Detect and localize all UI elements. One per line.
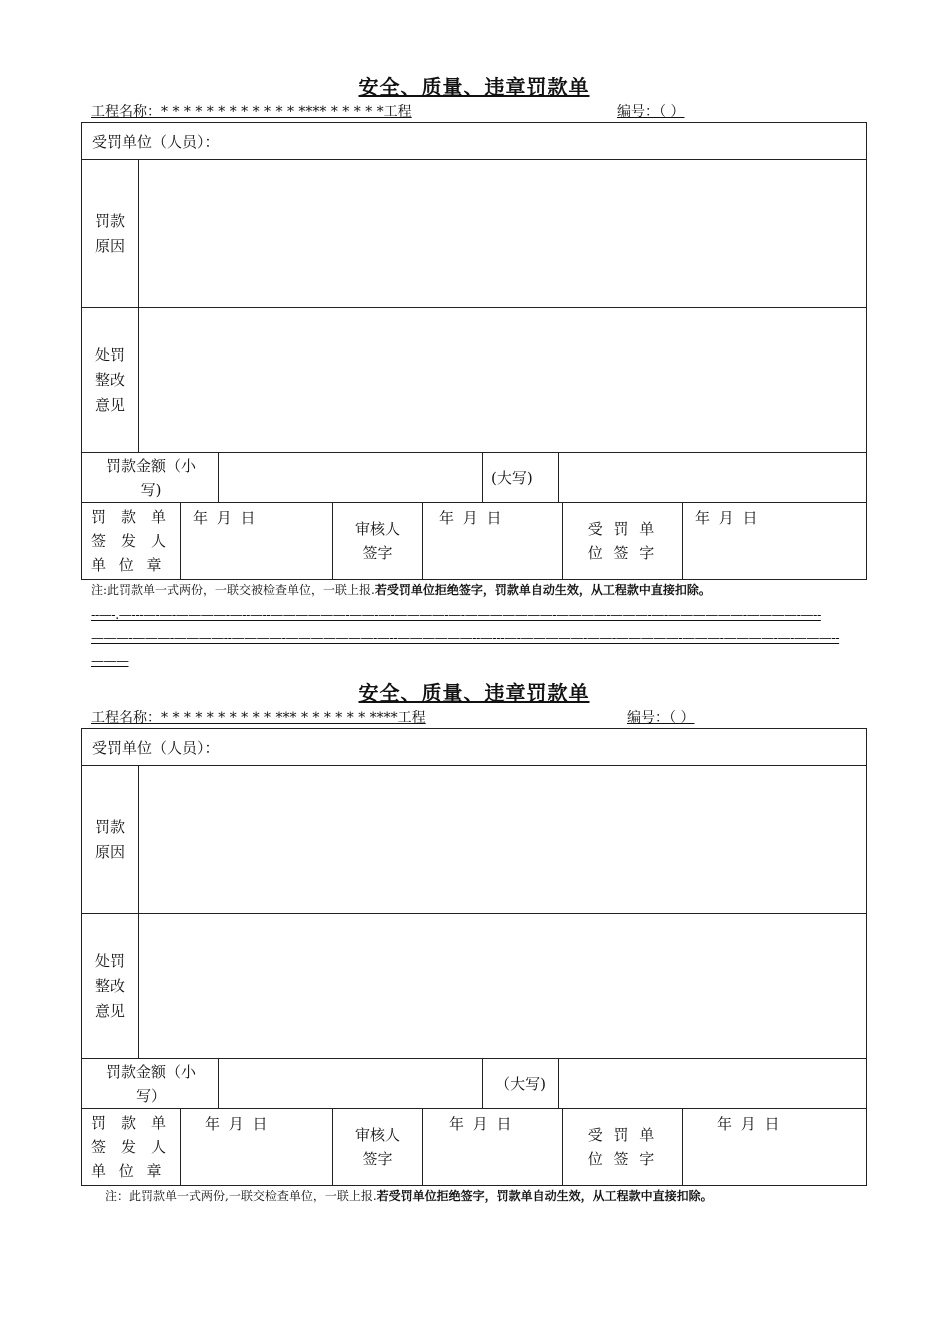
amount-big-label: （大写) — [495, 1074, 546, 1093]
amount-small-label: 罚款金额（小写） — [105, 1062, 196, 1105]
penalized-date: 年 月 日 — [695, 509, 760, 527]
reason-label: 罚款原因 — [94, 817, 125, 861]
amount-big-label-cell — [482, 453, 558, 502]
amount-big-field[interactable] — [558, 453, 866, 502]
issuer-date: 年 月 日 — [205, 1115, 270, 1133]
note-plain: 注:此罚款单一式两份，一联交被检查单位，一联上报. — [91, 583, 375, 597]
form-number: 编号：（ ） — [627, 710, 695, 726]
issuer-sign-field[interactable] — [180, 503, 332, 579]
reason-label: 罚款原因 — [94, 211, 125, 255]
punish-field[interactable] — [138, 308, 866, 452]
note-bold: 若受罚单位拒绝签字，罚款单自动生效，从工程款中直接扣除。 — [374, 583, 711, 597]
amount-small-label-cell — [82, 1059, 218, 1108]
form-note — [81, 1186, 867, 1206]
reason-label-cell — [82, 160, 138, 307]
punish-label-cell — [82, 914, 138, 1058]
penalized-sign-label-cell — [562, 503, 682, 579]
amount-small-field[interactable] — [218, 1059, 482, 1108]
punish-field[interactable] — [138, 914, 866, 1058]
reviewer-date: 年 月 日 — [439, 509, 504, 527]
penalized-date: 年 月 日 — [717, 1115, 782, 1133]
penalized-unit-row[interactable] — [82, 123, 866, 160]
issuer-label: 罚 款 单 签 发 人 单 位 章 — [91, 1114, 170, 1180]
project-name: 工程名称：* * * * * * * * * * *** * * * * * * ****工程 — [91, 710, 426, 726]
amount-row — [82, 453, 866, 503]
amount-big-label: (大写) — [491, 468, 533, 487]
penalized-unit-label: 受罚单位（人员）： — [92, 739, 220, 757]
penalty-form-2 — [81, 680, 867, 1206]
reviewer-label-cell — [332, 503, 422, 579]
amount-small-label-cell — [82, 453, 218, 502]
reviewer-label: 审核人签字 — [354, 1126, 400, 1168]
punish-row — [82, 914, 866, 1059]
punish-label: 处罚整改意见 — [94, 345, 125, 414]
reason-label-cell — [82, 766, 138, 913]
reviewer-date: 年 月 日 — [449, 1115, 514, 1133]
signature-row — [82, 503, 866, 579]
reviewer-sign-field[interactable] — [422, 1109, 562, 1185]
amount-small-field[interactable] — [218, 453, 482, 502]
amount-small-label: 罚款金额（小写) — [105, 456, 196, 499]
penalty-table — [81, 122, 867, 580]
issuer-label: 罚 款 单 签 发 人 单 位 章 — [91, 508, 170, 574]
issuer-label-cell — [82, 503, 180, 579]
punish-label-cell — [82, 308, 138, 452]
project-line — [81, 100, 867, 122]
project-name: 工程名称：* * * * * * * * * * * * **** * * * * *工程 — [91, 104, 412, 120]
reason-field[interactable] — [138, 160, 866, 307]
form-title: 安全、质量、违章罚款单 — [358, 681, 590, 705]
punish-row — [82, 308, 866, 453]
penalized-sign-label-cell — [562, 1109, 682, 1185]
reason-row — [82, 160, 866, 308]
punish-label: 处罚整改意见 — [94, 951, 125, 1020]
penalty-table — [81, 728, 867, 1186]
form-title: 安全、质量、违章罚款单 — [358, 75, 590, 99]
note-bold: 若受罚单位拒绝签字，罚款单自动生效，从工程款中直接扣除。 — [376, 1189, 713, 1203]
note-plain: 注：此罚款单一式两份,一联交检查单位，一联上报. — [105, 1189, 377, 1203]
reviewer-sign-field[interactable] — [422, 503, 562, 579]
penalized-sign-label: 受 罚 单 位 签 字 — [587, 520, 658, 562]
reason-field[interactable] — [138, 766, 866, 913]
signature-row — [82, 1109, 866, 1185]
penalty-form-1 — [81, 74, 867, 600]
cut-line-divider: --—-.—---—-—-————-—--—--——————-——-—-————-—-———————-————-———-—-——————-————-—--———-———-————--————-———————-—--——————--—---—-—————-——-—————-———-————-—-———--——— — [91, 608, 840, 669]
penalized-unit-row[interactable] — [82, 729, 866, 766]
reviewer-label: 审核人签字 — [354, 520, 400, 562]
issuer-date: 年 月 日 — [193, 509, 258, 527]
amount-row — [82, 1059, 866, 1109]
reviewer-label-cell — [332, 1109, 422, 1185]
form-note — [81, 580, 867, 600]
penalized-unit-label: 受罚单位（人员）： — [92, 133, 220, 151]
issuer-label-cell — [82, 1109, 180, 1185]
issuer-sign-field[interactable] — [180, 1109, 332, 1185]
form-number: 编号：（ ） — [617, 104, 685, 120]
amount-big-label-cell — [482, 1059, 558, 1108]
amount-big-field[interactable] — [558, 1059, 866, 1108]
reason-row — [82, 766, 866, 914]
project-line — [81, 706, 867, 728]
penalized-sign-label: 受 罚 单 位 签 字 — [587, 1126, 658, 1168]
penalized-sign-field[interactable] — [682, 503, 866, 579]
penalized-sign-field[interactable] — [682, 1109, 866, 1185]
